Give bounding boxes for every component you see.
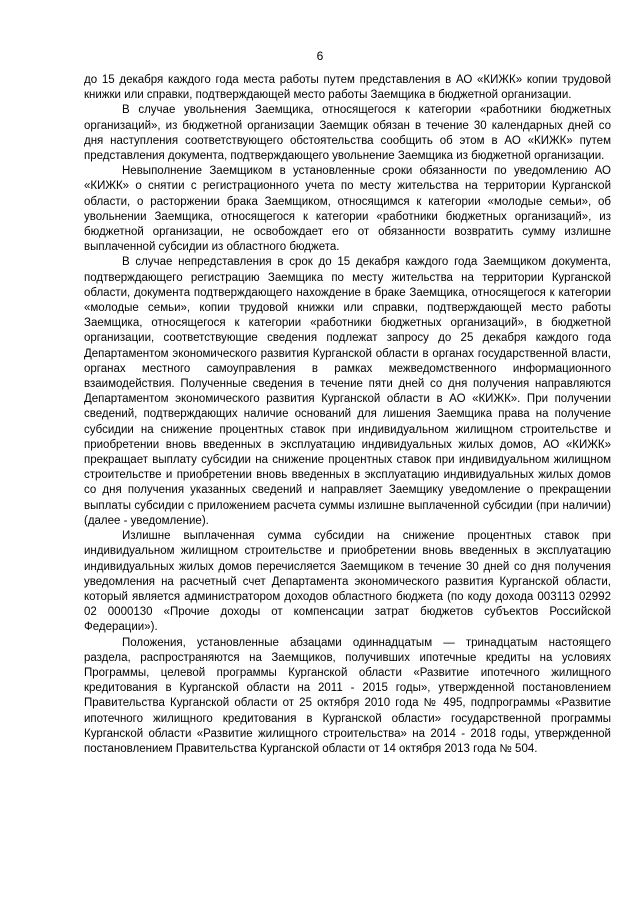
paragraph-dismissal-notice: В случае увольнения Заемщика, относящегося к категории «работники бюджетных организаций», из бюджетной организации Заемщик обязан в течение 30 календарных дней со дня наступления соответствующего обстоятельства сообщить об этом в АО «КИЖК» путем представления документа, подтверждающего увольнение Заемщика из бюджетной организации.	[84, 104, 611, 163]
paragraph-continuation: до 15 декабря каждого года места работы путем представления в АО «КИЖК» копии трудовой книжки или справки, подтверждающей место работы Заемщика в бюджетной организации.	[84, 74, 611, 102]
paragraph-overpaid-subsidy: Излишне выплаченная сумма субсидии на снижение процентных ставок при индивидуальном жилищном строительстве и приобретении вновь введенных в эксплуатацию индивидуальных жилых домов перечисляется Заемщиком в течение 30 дней со дня получения уведомления на расчетный счет Департамента экономического развития Курганской области, который является администратором доходов областного бюджета (по коду дохода 003113 02992 02 0000130 «Прочие доходы от компенсации затрат бюджетов субъектов Российской Федерации»).	[84, 530, 611, 634]
document-body	[84, 73, 611, 757]
paragraph-provisions-scope: Положения, установленные абзацами одиннадцатым — тринадцатым настоящего раздела, распространяются на Заемщиков, получивших ипотечные кредиты на условиях Программы, целевой программы Курганской области «Развитие ипотечного жилищного кредитования в Курганской области на 2011 - 2015 годы», утвержденной постановлением Правительства Курганской области от 25 октября 2010 года № 495, подпрограммы «Развитие ипотечного жилищного кредитования в Курганской области» государственной программы Курганской области «Развитие жилищного строительства» на 2014 - 2018 годы, утвержденной постановлением Правительства Курганской области от 14 октября 2013 года № 504.	[84, 636, 611, 755]
page-number: 6	[316, 49, 324, 63]
paragraph-non-submission: В случае непредставления в срок до 15 декабря каждого года Заемщиком документа, подтверждающего регистрацию Заемщика по месту жительства на территории Курганской области, документа подтверждающего нахождение в браке Заемщика, относящегося к категории «молодые семьи», копии трудовой книжки или справки, подтверждающей место работы Заемщика, относящегося к категории «работники бюджетных организаций», в бюджетной организации, соответствующие сведения подлежат запросу до 25 декабря каждого года Департаментом экономического развития Курганской области в органах государственной власти, органах местного самоуправления в рамках межведомственного информационного взаимодействия. Полученные сведения в течение пяти дней со дня получения направляются Департаментом экономического развития Курганской области в АО «КИЖК». При получении сведений, подтверждающих наличие оснований для лишения Заемщика права на получение субсидии на снижение процентных ставок при индивидуальном жилищном строительстве и приобретении вновь введенных в эксплуатацию индивидуальных жилых домов, АО «КИЖК» прекращает выплату субсидии на снижение процентных ставок при индивидуальном жилищном строительстве и приобретении вновь введенных в эксплуатацию индивидуальных жилых домов со дня получения указанных сведений и направляет Заемщику уведомление о прекращении выплаты субсидии с приложением расчета суммы излишне выплаченной субсидии (при наличии) (далее - уведомление).	[84, 256, 611, 527]
paragraph-non-fulfillment: Невыполнение Заемщиком в установленные сроки обязанности по уведомлению АО «КИЖК» о снятии с регистрационного учета по месту жительства на территории Курганской области, о расторжении брака Заемщиком, относящимся к категории «молодые семьи», об увольнении Заемщика, относящегося к категории «работники бюджетных организаций», из бюджетной организации, не освобождает его от обязанности возвратить сумму излишне выплаченной субсидии из областного бюджета.	[84, 165, 611, 254]
